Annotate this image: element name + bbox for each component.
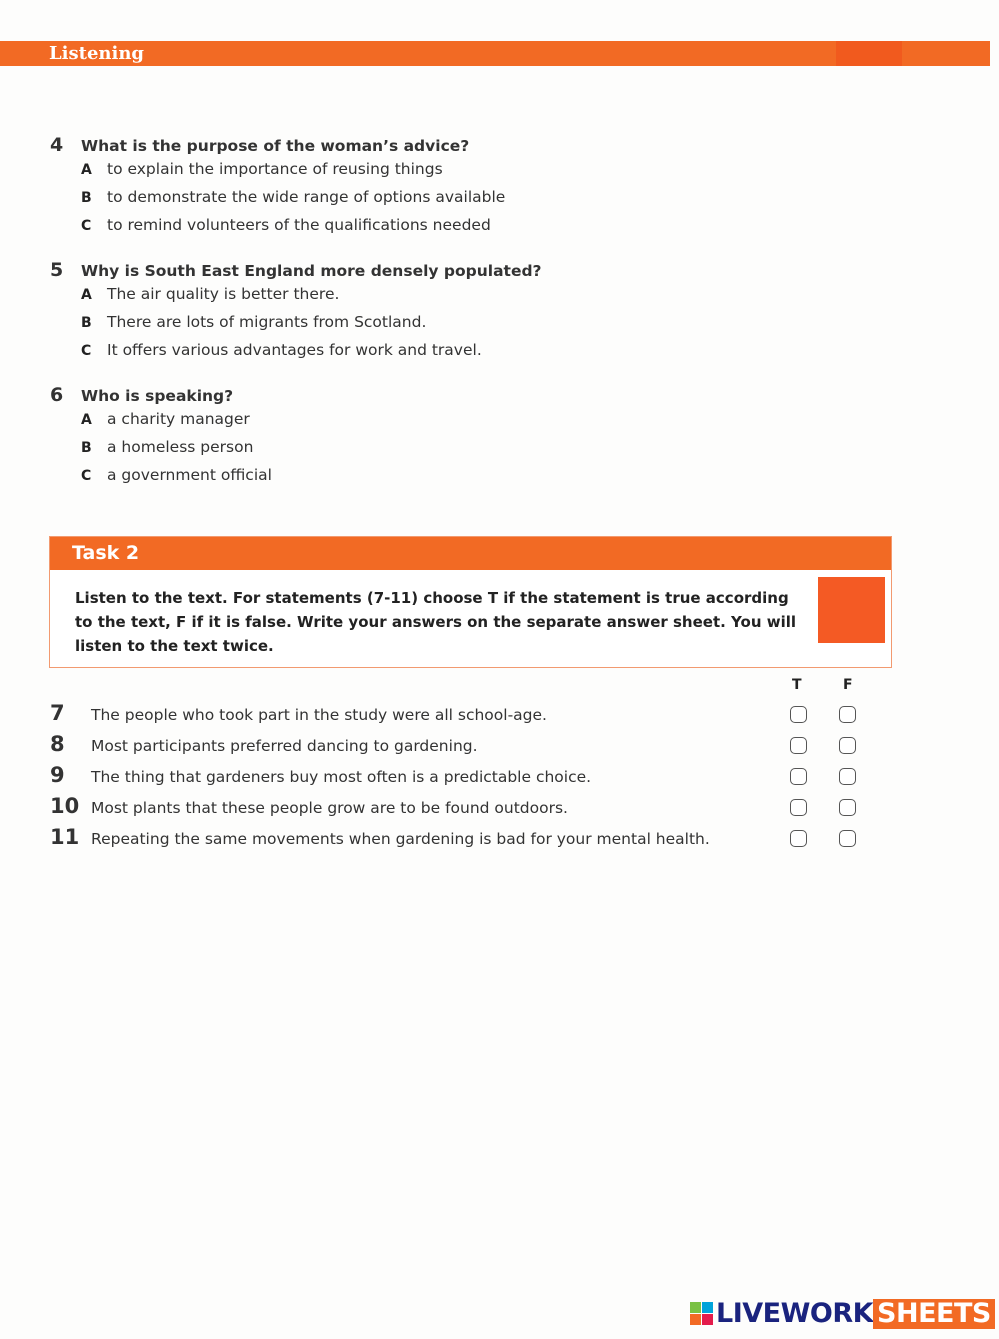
option-text: to remind volunteers of the qualifications needed — [107, 216, 491, 234]
statement-text: The people who took part in the study were all school-age. — [91, 706, 547, 724]
statement-number: 11 — [50, 825, 80, 849]
option-text: to explain the importance of reusing things — [107, 160, 443, 178]
option-text: There are lots of migrants from Scotland. — [107, 313, 427, 331]
statement-number: 9 — [50, 763, 65, 787]
option-text: to demonstrate the wide range of options available — [107, 188, 506, 206]
statement-number: 8 — [50, 732, 65, 756]
true-checkbox[interactable] — [790, 737, 807, 754]
false-checkbox[interactable] — [839, 768, 856, 785]
option-letter: C — [81, 468, 92, 484]
true-checkbox[interactable] — [790, 830, 807, 847]
option-a[interactable] — [50, 160, 610, 188]
statement-text: Most plants that these people grow are to be found outdoors. — [91, 799, 568, 817]
true-checkbox[interactable] — [790, 768, 807, 785]
logo-text-sheets: SHEETS — [873, 1299, 995, 1329]
option-letter: B — [81, 440, 92, 456]
question-text: What is the purpose of the woman’s advice? — [81, 137, 470, 155]
header-accent-block — [836, 41, 902, 66]
column-true-header: T — [792, 677, 802, 693]
true-checkbox[interactable] — [790, 706, 807, 723]
option-text: a charity manager — [107, 410, 250, 428]
task-title: Task 2 — [72, 542, 140, 564]
true-checkbox[interactable] — [790, 799, 807, 816]
answer-color-block — [818, 577, 885, 643]
option-letter: A — [81, 287, 92, 303]
liveworksheets-logo — [690, 1299, 995, 1329]
column-false-header: F — [843, 677, 853, 693]
task-2-box — [49, 536, 892, 668]
question-number: 6 — [50, 384, 64, 406]
section-header-bar — [0, 41, 990, 66]
statement-9 — [50, 763, 870, 794]
option-text: The air quality is better there. — [107, 285, 340, 303]
statement-7 — [50, 701, 870, 732]
question-4 — [50, 134, 610, 244]
option-b[interactable] — [50, 438, 610, 466]
question-5 — [50, 259, 610, 369]
option-letter: A — [81, 162, 92, 178]
option-c[interactable] — [50, 216, 610, 244]
statement-number: 7 — [50, 701, 65, 725]
question-6 — [50, 384, 610, 494]
logo-text-live: LIVEWORK — [716, 1298, 874, 1329]
option-letter: C — [81, 218, 92, 234]
option-a[interactable] — [50, 285, 610, 313]
statement-11 — [50, 825, 870, 856]
option-b[interactable] — [50, 188, 610, 216]
statement-text: The thing that gardeners buy most often is a predictable choice. — [91, 768, 592, 786]
option-text: a government official — [107, 466, 272, 484]
statement-10 — [50, 794, 870, 825]
option-letter: B — [81, 190, 92, 206]
false-checkbox[interactable] — [839, 737, 856, 754]
option-text: It offers various advantages for work and travel. — [107, 341, 482, 359]
option-c[interactable] — [50, 341, 610, 369]
false-checkbox[interactable] — [839, 830, 856, 847]
statement-8 — [50, 732, 870, 763]
option-a[interactable] — [50, 410, 610, 438]
option-text: a homeless person — [107, 438, 254, 456]
statement-text: Most participants preferred dancing to gardening. — [91, 737, 478, 755]
task-title-bar — [50, 537, 891, 570]
option-b[interactable] — [50, 313, 610, 341]
option-letter: A — [81, 412, 92, 428]
option-letter: B — [81, 315, 92, 331]
false-checkbox[interactable] — [839, 799, 856, 816]
statement-number: 10 — [50, 794, 80, 818]
question-number: 5 — [50, 259, 64, 281]
false-checkbox[interactable] — [839, 706, 856, 723]
task-instructions: Listen to the text. For statements (7-11) choose T if the statement is true according to the text, F if it is false. Write your answers on the separate answer sheet. You will listen to the text twice. — [75, 589, 797, 655]
question-number: 4 — [50, 134, 64, 156]
option-c[interactable] — [50, 466, 610, 494]
section-title: Listening — [49, 43, 144, 64]
question-text: Who is speaking? — [81, 387, 234, 405]
question-text: Why is South East England more densely populated? — [81, 262, 542, 280]
statement-text: Repeating the same movements when gardening is bad for your mental health. — [91, 830, 710, 848]
option-letter: C — [81, 343, 92, 359]
liveworksheets-logo-icon — [690, 1302, 714, 1326]
